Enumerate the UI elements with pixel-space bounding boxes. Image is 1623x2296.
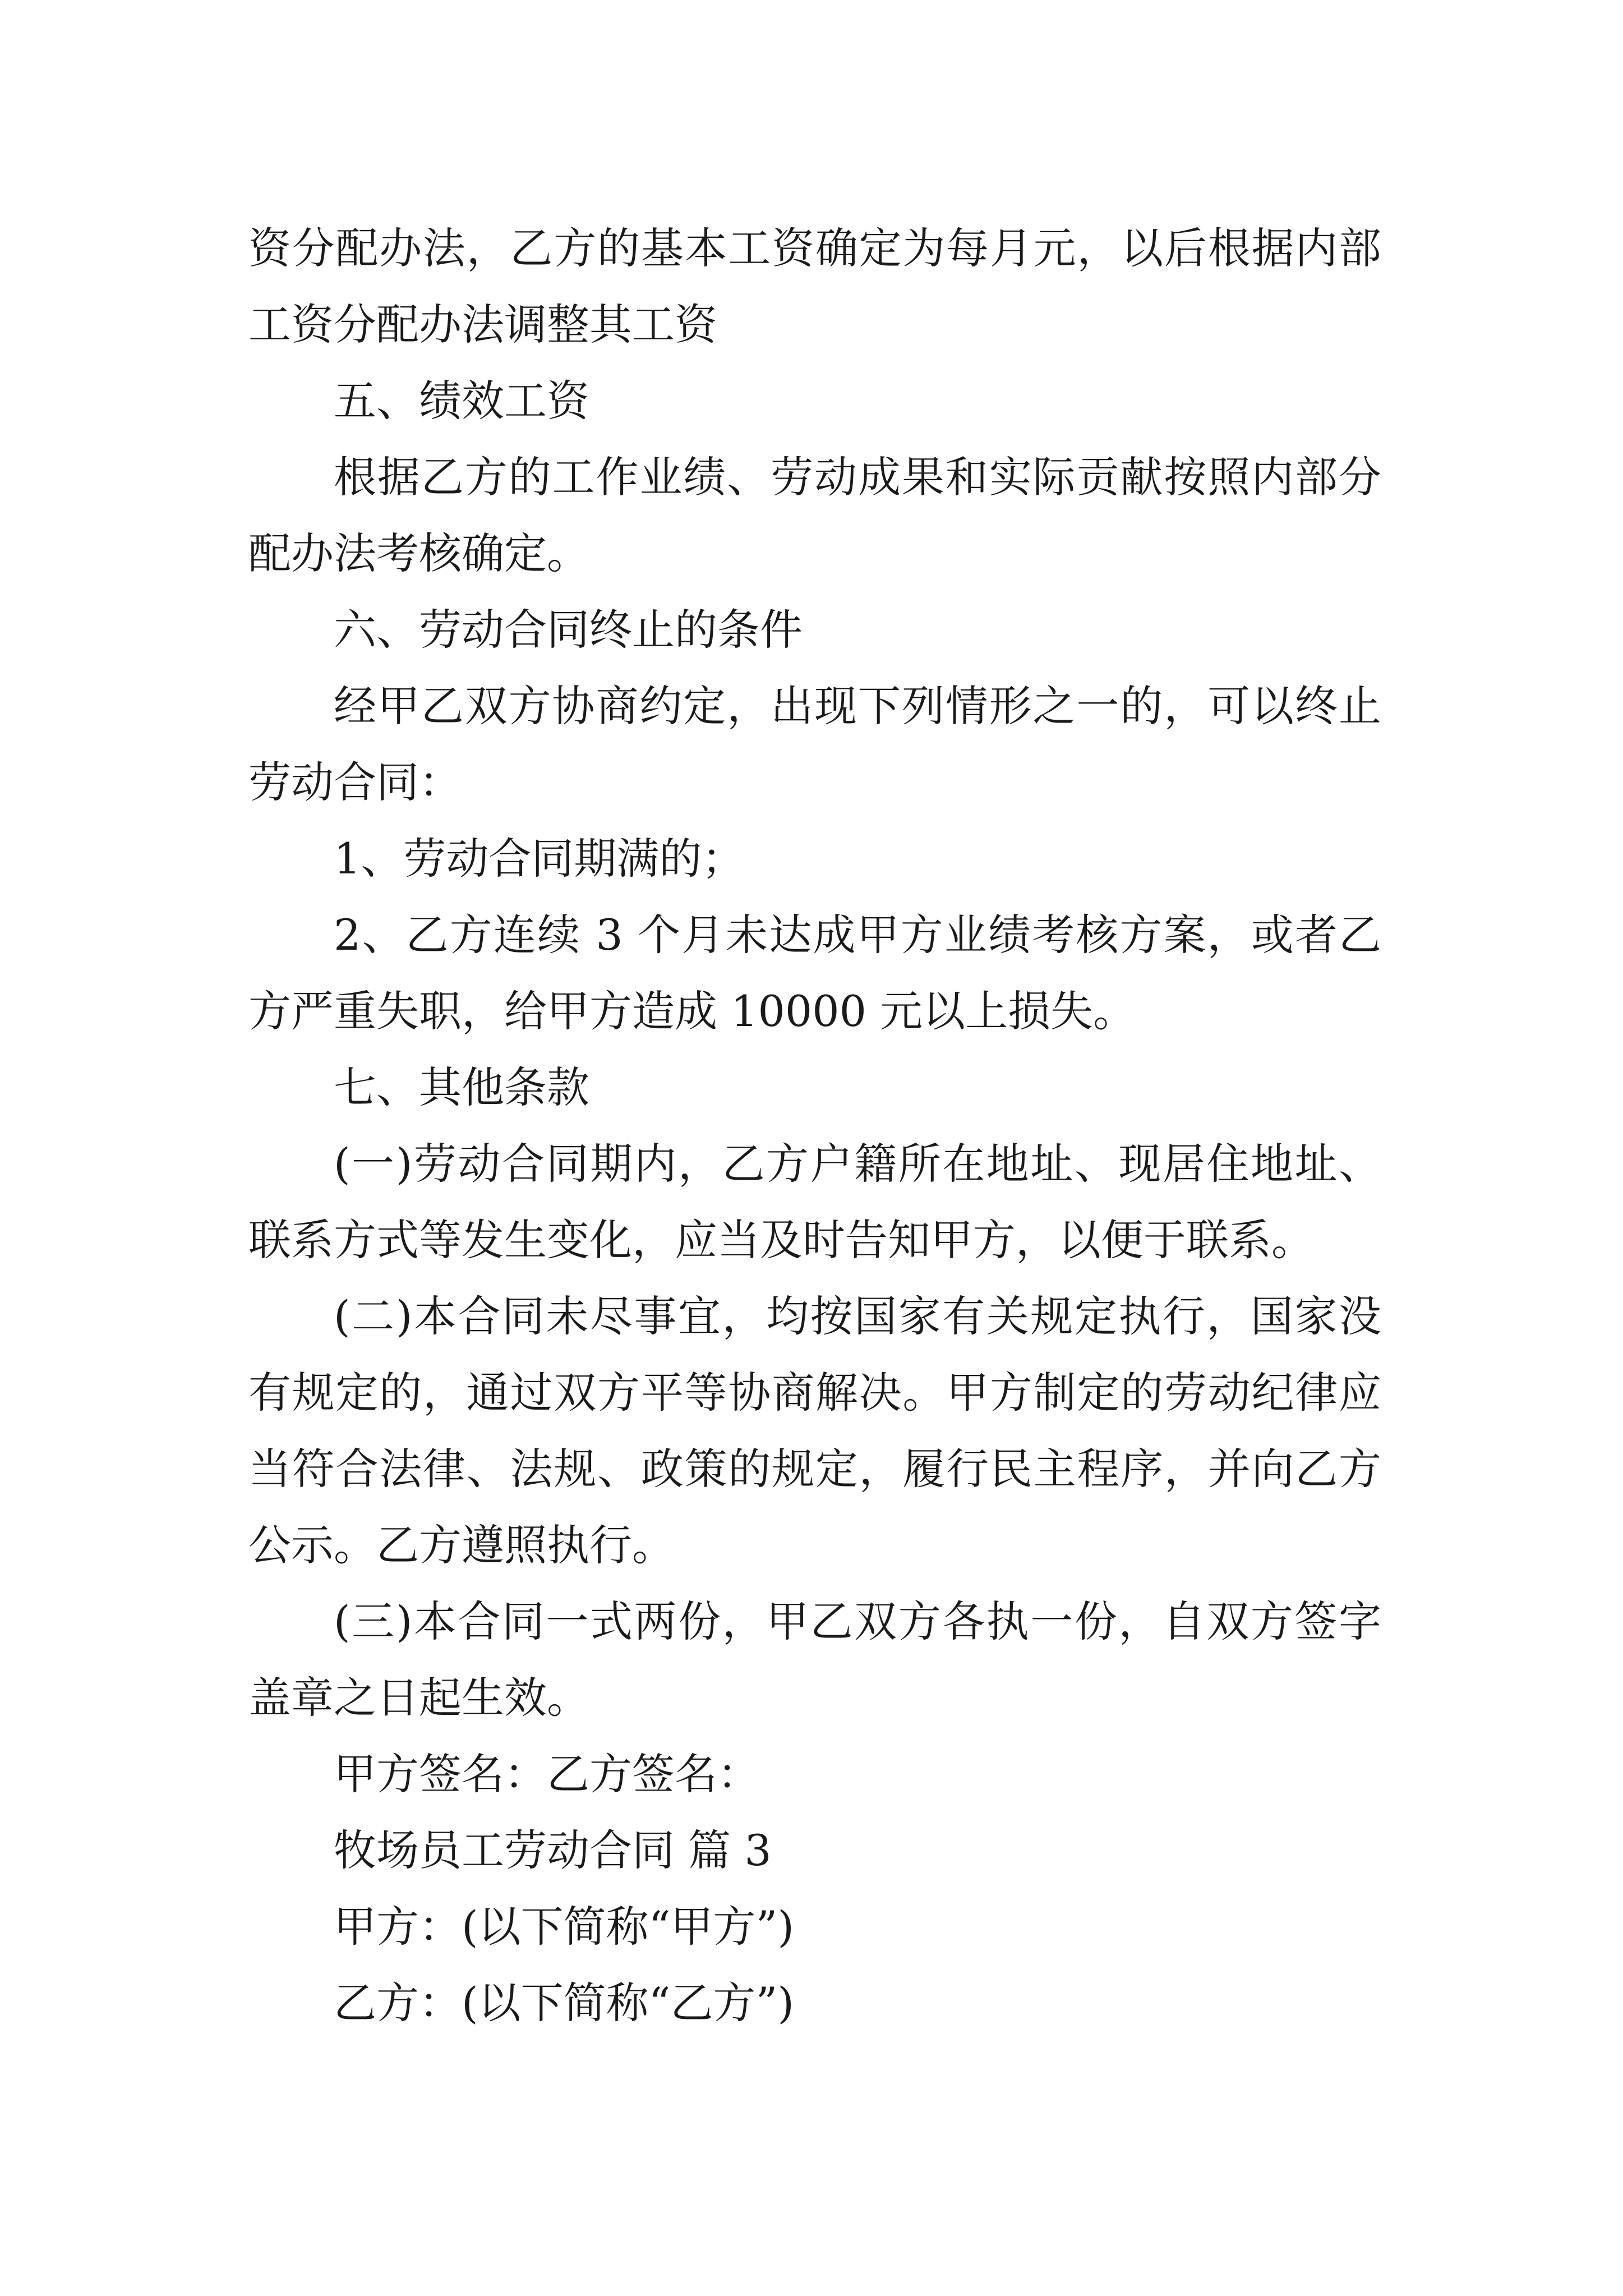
- clause-other-1: (一)劳动合同期内，乙方户籍所在地址、现居住地址、联系方式等发生变化，应当及时告知甲方，以便于联系。: [248, 1139, 1381, 1265]
- heading-termination-conditions: 六、劳动合同终止的条件: [334, 605, 803, 655]
- clause-other-3: (三)本合同一式两份，甲乙双方各执一份，自双方签字盖章之日起生效。: [248, 1596, 1381, 1723]
- heading-performance-pay: 五、绩效工资: [334, 376, 589, 426]
- paragraph-salary-continued: 资分配办法，乙方的基本工资确定为每月元，以后根据内部工资分配办法调整其工资: [248, 223, 1381, 349]
- clause-other-2: (二)本合同未尽事宜，均按国家有关规定执行，国家没有规定的，通过双方平等协商解决。甲方制定的劳动纪律应当符合法律、法规、政策的规定，履行民主程序，并向乙方公示。乙方遵照执行。: [248, 1291, 1381, 1570]
- paragraph-performance-pay: 根据乙方的工作业绩、劳动成果和实际贡献按照内部分配办法考核确定。: [248, 452, 1381, 578]
- list-item-termination-2: 2、乙方连续 3 个月未达成甲方业绩考核方案，或者乙方严重失职，给甲方造成 10000 元以上损失。: [248, 910, 1381, 1036]
- party-a-line: 甲方：(以下简称“甲方”): [334, 1902, 795, 1952]
- heading-other-terms: 七、其他条款: [334, 1062, 589, 1112]
- list-item-termination-1: 1、劳动合同期满的；: [334, 834, 745, 884]
- party-b-line: 乙方：(以下简称“乙方”): [334, 1978, 795, 2028]
- paragraph-termination-intro: 经甲乙双方协商约定，出现下列情形之一的，可以终止劳动合同：: [248, 681, 1381, 807]
- signature-line: 甲方签名：乙方签名：: [334, 1749, 760, 1799]
- document-body: [248, 210, 1381, 2041]
- section-title-contract-3: 牧场员工劳动合同 篇 3: [334, 1825, 772, 1875]
